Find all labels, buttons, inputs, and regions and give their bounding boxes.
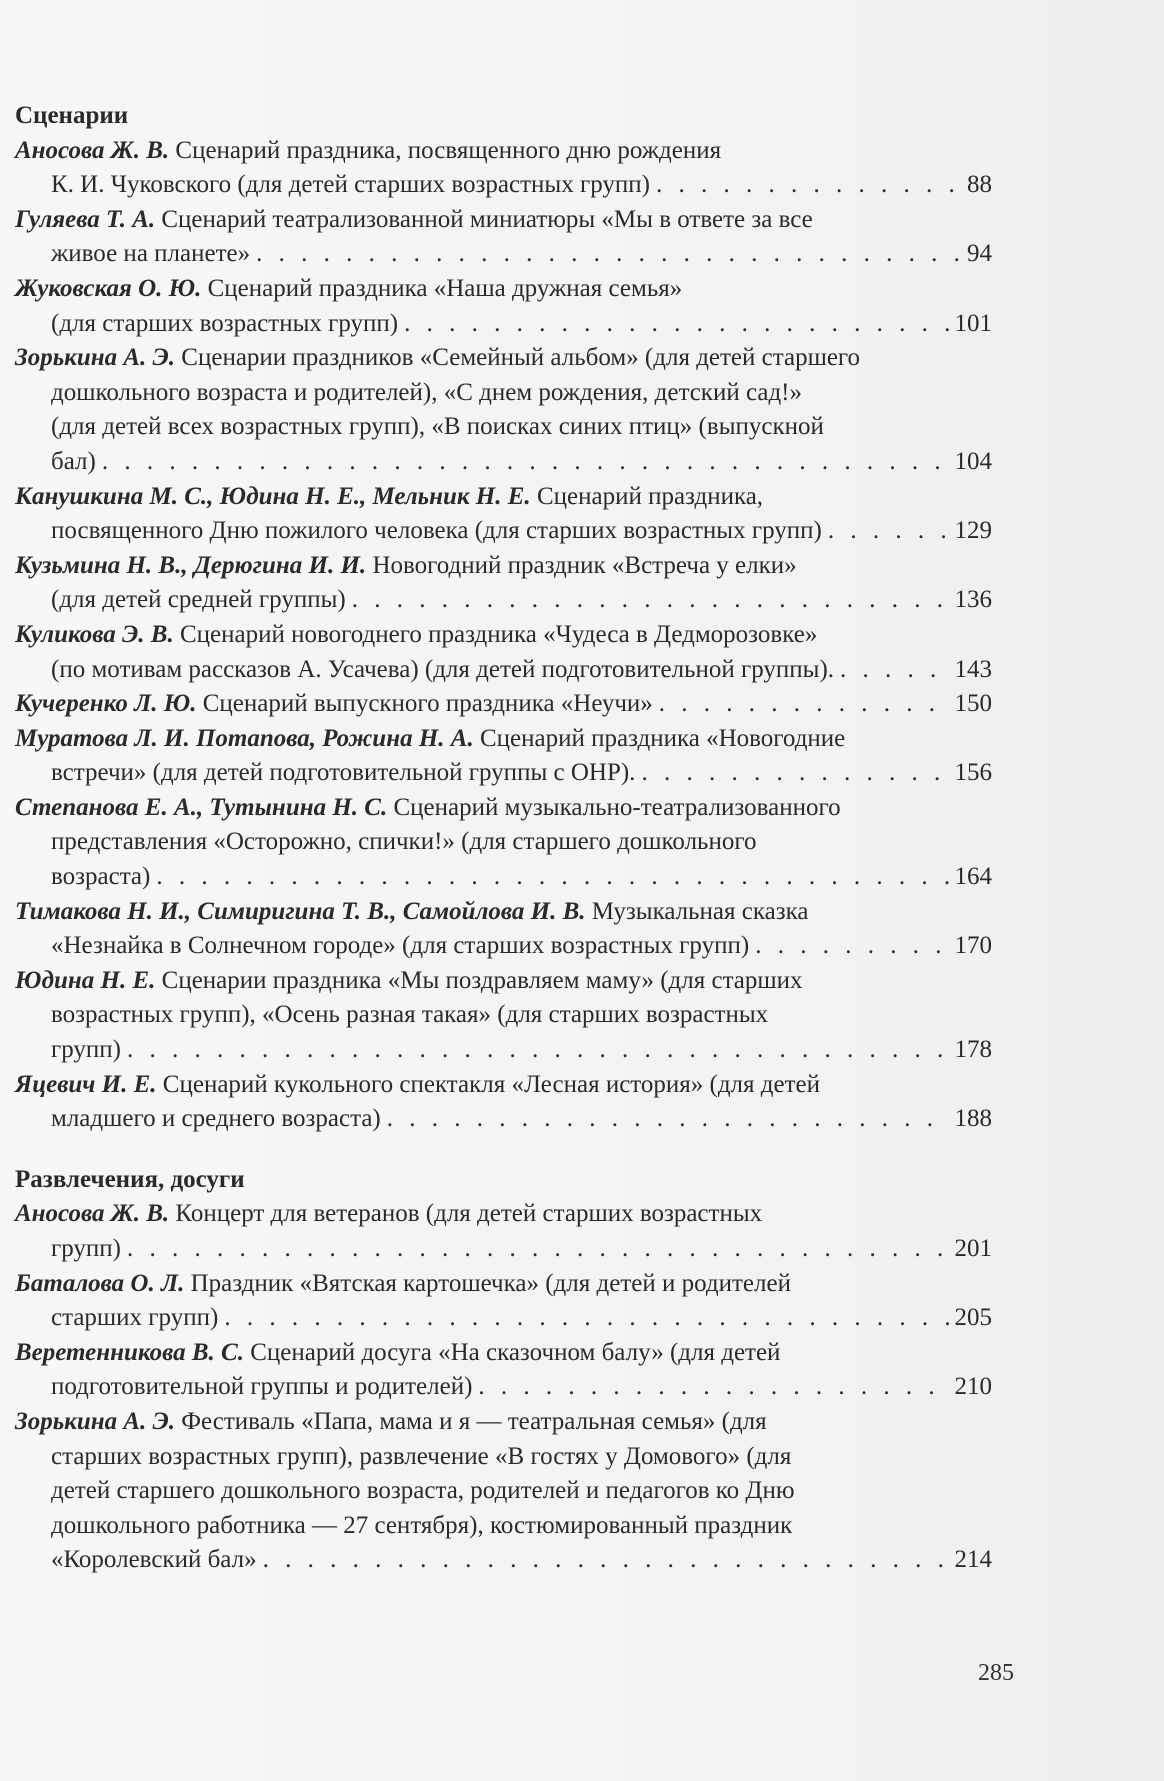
dot-leader <box>156 860 948 895</box>
page-folio-number: 285 <box>978 1660 1014 1686</box>
dot-leader <box>828 514 949 549</box>
dot-leader <box>256 237 961 272</box>
dot-leader <box>102 445 949 480</box>
entry-text: Сценарий театрализованной миниатюры «Мы в ответе за все <box>161 205 813 233</box>
page-number: 156 <box>954 759 992 787</box>
entry-text: возрастных групп), «Осень разная такая» (для старших возрастных <box>51 1001 769 1029</box>
entry-authors: Канушкина М. С., Юдина Н. Е., Мельник Н. Е. <box>15 482 531 510</box>
toc-section-entertainment <box>15 1163 1015 1578</box>
entry-text: Праздник «Вятская картошечка» (для детей и родителей <box>190 1269 791 1297</box>
page-number: 201 <box>954 1235 992 1262</box>
entry-text: дошкольного работника — 27 сентября), костюмированный праздник <box>51 1511 793 1539</box>
dot-leader <box>659 687 949 722</box>
page-number: 94 <box>967 240 992 268</box>
entry-authors: Кузьмина Н. В., Дерюгина И. И. <box>15 551 367 579</box>
entry-authors: Муратова Л. И. Потапова, Рожина Н. А. <box>15 724 474 752</box>
section-title: Сценарии <box>15 102 129 129</box>
toc-entry <box>15 480 1015 549</box>
dot-leader <box>352 583 949 618</box>
entry-authors: Юдина Н. Е. <box>15 966 156 994</box>
page-number: 88 <box>967 171 992 199</box>
entry-authors: Аносова Ж. В. <box>15 136 170 164</box>
toc-entry <box>15 1267 1015 1336</box>
entry-text: детей старшего дошкольного возраста, родителей и педагогов ко Дню <box>51 1477 795 1505</box>
entry-authors: Зорькина А. Э. <box>15 344 176 372</box>
page-number: 178 <box>954 1036 992 1064</box>
toc-entry <box>15 549 1015 618</box>
page-number: 129 <box>954 517 992 545</box>
entry-text: Сценарий новогоднего праздника «Чудеса в Дедморозовке» <box>179 620 818 648</box>
toc-entry <box>15 1405 1015 1578</box>
dot-leader <box>263 1543 949 1578</box>
dot-leader <box>840 653 948 688</box>
entry-text: Сценарии праздника «Мы поздравляем маму» (для старших <box>161 966 803 994</box>
entry-authors: Веретенникова В. С. <box>15 1338 244 1366</box>
entry-text: К. И. Чуковского (для детей старших возрастных групп) <box>51 171 650 199</box>
entry-text: младшего и среднего возраста) <box>51 1105 381 1133</box>
entry-text: групп) <box>51 1235 122 1262</box>
toc-entry <box>15 1197 1015 1266</box>
page-number: 101 <box>954 309 992 337</box>
page-number: 214 <box>954 1546 992 1574</box>
entry-text: посвященного Дню пожилого человека (для старших возрастных групп) <box>51 517 822 545</box>
entry-authors: Жуковская О. Ю. <box>15 274 202 302</box>
page-number: 164 <box>954 863 992 891</box>
entry-text: встречи» (для детей подготовительной группы с ОНР). <box>51 759 636 787</box>
entry-text: Сценарий праздника «Наша дружная семья» <box>207 274 683 302</box>
entry-text: Сценарий праздника «Новогодние <box>479 724 846 752</box>
entry-text: Сценарии праздников «Семейный альбом» (для детей старшего <box>181 344 861 372</box>
entry-text: Сценарий праздника, <box>536 482 764 510</box>
entry-text: старших возрастных групп), развлечение «В гостях у Домового» (для <box>51 1442 792 1470</box>
entry-text: старших групп) <box>51 1304 219 1332</box>
entry-text: (по мотивам рассказов А. Усачева) (для детей подготовительной группы). <box>51 655 835 683</box>
entry-text: (для детей всех возрастных групп), «В поисках синих птиц» (выпускной <box>51 413 824 441</box>
page-number: 188 <box>954 1105 992 1133</box>
entry-text: «Незнайка в Солнечном городе» (для старших возрастных групп) <box>51 932 750 960</box>
page-number: 143 <box>954 655 992 683</box>
page-number: 136 <box>954 586 992 614</box>
entry-authors: Кучеренко Л. Ю. <box>15 690 197 718</box>
toc-entry <box>15 1068 1015 1137</box>
entry-text: Сценарий музыкально-театрализованного <box>393 793 841 821</box>
entry-authors: Яцевич И. Е. <box>15 1070 157 1098</box>
dot-leader <box>127 1232 948 1267</box>
toc-entry <box>15 791 1015 895</box>
entry-text: бал) <box>51 447 96 475</box>
page-number: 205 <box>954 1304 992 1332</box>
dot-leader <box>478 1370 948 1405</box>
entry-text: живое на планете» <box>51 240 251 268</box>
entry-text: Сценарий кукольного спектакля «Лесная история» (для детей <box>162 1070 820 1098</box>
entry-text: Сценарий выпускного праздника «Неучи» <box>202 690 653 718</box>
entry-authors: Тимакова Н. И., Симиригина Т. В., Самойлова И. В. <box>15 897 586 925</box>
entry-text: подготовительной группы и родителей) <box>51 1373 473 1401</box>
toc-entry <box>15 341 1015 479</box>
page-number: 104 <box>954 447 992 475</box>
entry-text: Концерт для ветеранов (для детей старших возрастных <box>175 1200 763 1228</box>
entry-text: Новогодний праздник «Встреча у елки» <box>372 551 797 579</box>
toc-entry <box>15 1336 1015 1405</box>
table-of-contents <box>15 99 1015 1578</box>
entry-text: Сценарий праздника, посвященного дню рождения <box>175 136 722 164</box>
entry-authors: Гуляева Т. А. <box>15 205 156 233</box>
entry-text: Сценарий досуга «На сказочном балу» (для детей <box>250 1338 781 1366</box>
page-number: 170 <box>954 932 992 960</box>
entry-text: представления «Осторожно, спички!» (для старшего дошкольного <box>51 828 757 856</box>
toc-entry <box>15 272 1015 341</box>
toc-entry <box>15 687 1015 722</box>
entry-text: Фестиваль «Папа, мама и я — театральная семья» (для <box>181 1407 767 1435</box>
section-gap <box>15 1137 1015 1163</box>
toc-entry <box>15 722 1015 791</box>
dot-leader <box>404 307 948 342</box>
dot-leader <box>656 168 961 203</box>
entry-authors: Степанова Е. А., Тутынина Н. С. <box>15 793 388 821</box>
toc-entry <box>15 134 1015 203</box>
entry-text: групп) <box>51 1036 122 1064</box>
entry-authors: Баталова О. Л. <box>15 1269 185 1297</box>
page-number: 150 <box>954 690 992 718</box>
dot-leader <box>641 756 948 791</box>
entry-authors: Аносова Ж. В. <box>15 1200 170 1228</box>
entry-authors: Зорькина А. Э. <box>15 1407 176 1435</box>
toc-entry <box>15 618 1015 687</box>
toc-entry <box>15 964 1015 1068</box>
toc-entry <box>15 895 1015 964</box>
entry-text: возраста) <box>51 863 151 891</box>
entry-text: «Королевский бал» <box>51 1546 257 1574</box>
entry-text: (для старших возрастных групп) <box>51 309 399 337</box>
toc-entry <box>15 203 1015 272</box>
entry-text: дошкольного возраста и родителей), «С днем рождения, детский сад!» <box>51 378 802 406</box>
dot-leader <box>127 1033 948 1068</box>
dot-leader <box>224 1301 948 1336</box>
dot-leader <box>387 1102 949 1137</box>
entry-authors: Куликова Э. В. <box>15 620 174 648</box>
entry-text: Музыкальная сказка <box>591 897 809 925</box>
toc-section-scenarios <box>15 99 1015 1137</box>
entry-text: (для детей средней группы) <box>51 586 346 614</box>
dot-leader <box>755 929 948 964</box>
section-title: Развлечения, досуги <box>15 1165 245 1193</box>
page-number: 210 <box>954 1373 992 1401</box>
